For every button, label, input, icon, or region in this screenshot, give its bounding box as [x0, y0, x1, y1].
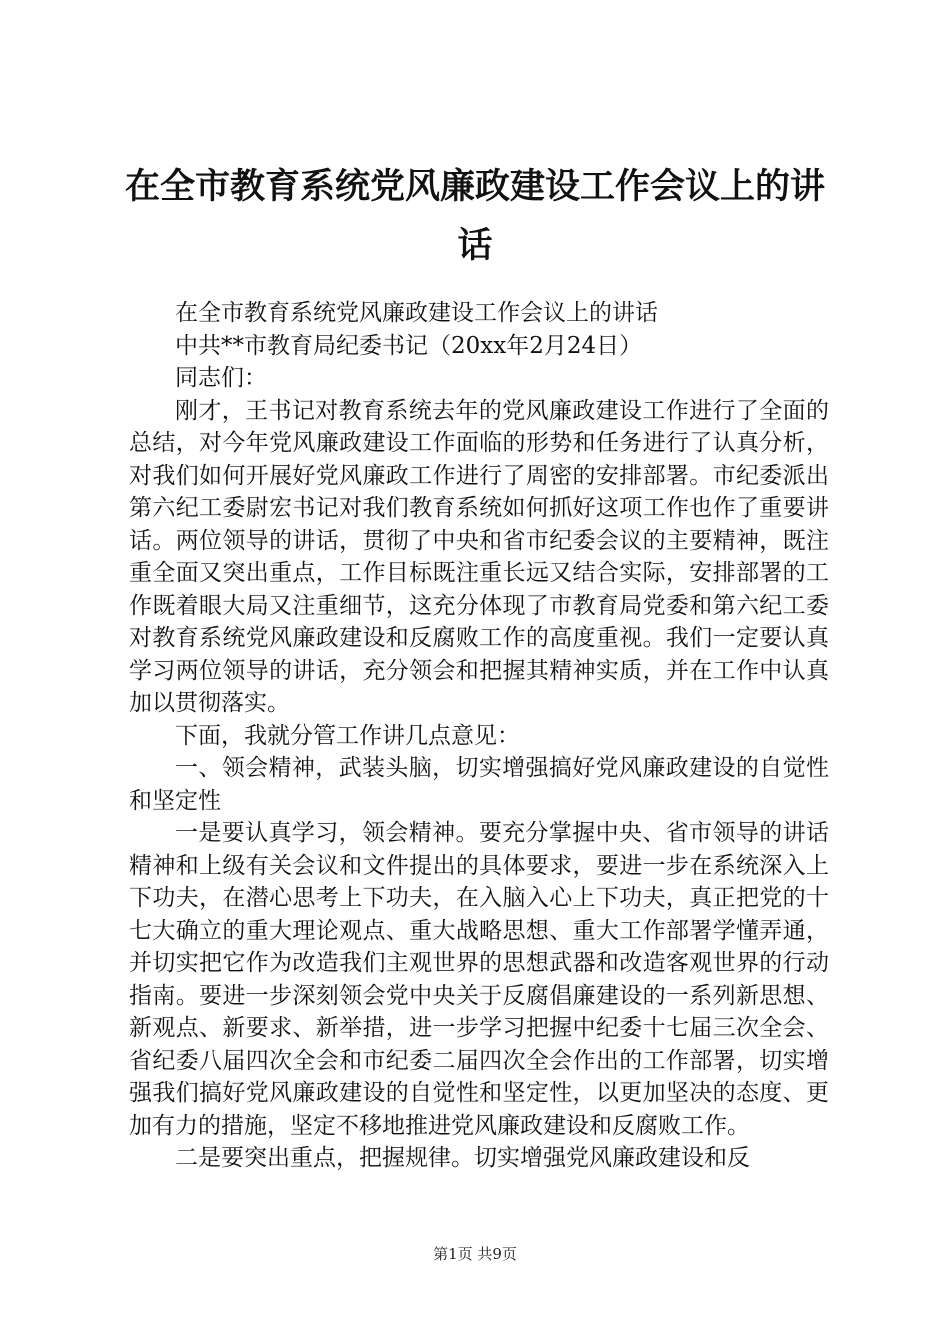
- paragraph-intro: 刚才，王书记对教育系统去年的党风廉政建设工作进行了全面的总结，对今年党风廉政建设工作面临的形势和任务进行了认真分析，对我们如何开展好党风廉政工作进行了周密的安排部署。市纪委派出第六纪工委尉宏书记对我们教育系统如何抓好这项工作也作了重要讲话。两位领导的讲话，贯彻了中央和省市纪委会议的主要精神，既注重全面又突出重点，工作目标既注重长远又结合实际，安排部署的工作既着眼大局又注重细节，这充分体现了市教育局党委和第六纪工委对教育系统党风廉政建设和反腐败工作的高度重视。我们一定要认真学习两位领导的讲话，充分领会和把握其精神实质，并在工作中认真加以贯彻落实。: [129, 397, 829, 716]
- paragraph-point-2: 二是要突出重点，把握规律。切实增强党风廉政建设和反: [175, 1145, 750, 1171]
- paragraph-author: 中共**市教育局纪委书记（20xx年2月24日）: [175, 332, 643, 359]
- paragraph-salutation: 同志们：: [175, 365, 267, 391]
- paragraph-transition: 下面，我就分管工作讲几点意见：: [175, 722, 520, 749]
- page-footer: 第1页 共9页: [433, 1245, 517, 1263]
- document-title: 在全市教育系统党风廉政建设工作会议上的讲话: [124, 167, 825, 266]
- section-heading-1: 一、领会精神，武装头脑，切实增强搞好党风廉政建设的自觉性和坚定性: [129, 755, 829, 814]
- document-body: [129, 297, 829, 1175]
- paragraph-point-1: 一是要认真学习，领会精神。要充分掌握中央、省市领导的讲话精神和上级有关会议和文件提出的具体要求，要进一步在系统深入上下功夫，在潜心思考上下功夫，在入脑入心上下功夫，真正把党的十七大确立的重大理论观点、重大战略思想、重大工作部署学懂弄通，并切实把它作为改造我们主观世界的思想武器和改造客观世界的行动指南。要进一步深刻领会党中央关于反腐倡廉建设的一系列新思想、新观点、新要求、新举措，进一步学习把握中纪委十七届三次全会、省纪委八届四次全会和市纪委二届四次全会作出的工作部署，切实增强我们搞好党风廉政建设的自觉性和坚定性，以更加坚决的态度、更加有力的措施，坚定不移地推进党风廉政建设和反腐败工作。: [129, 820, 829, 1139]
- paragraph-heading: 在全市教育系统党风廉政建设工作会议上的讲话: [175, 300, 658, 326]
